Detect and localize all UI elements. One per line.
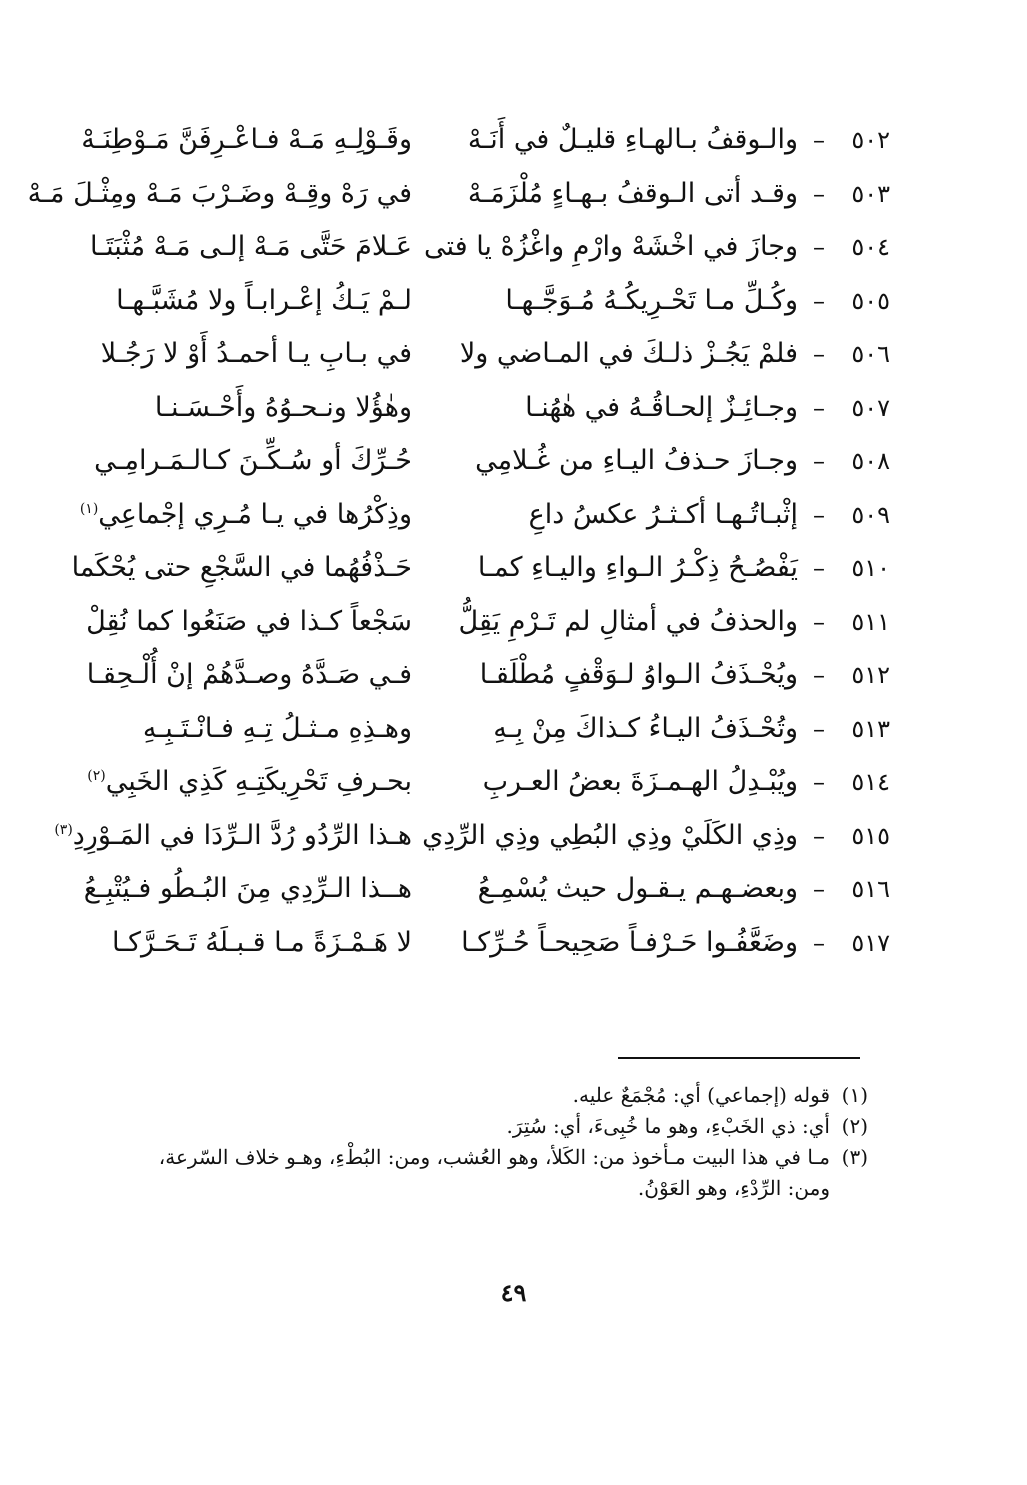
footnote-marker: (١) [79, 500, 99, 517]
footnote-number: (٣) [841, 1145, 868, 1169]
verse-number: ٥١٢ [851, 661, 890, 689]
verse-number: ٥٠٢ [851, 126, 890, 154]
verse-number: ٥١٦ [851, 875, 890, 903]
verse-row [60, 760, 890, 814]
hemistich-text: وذِكْرُها في يـا مُـرِي إجْماعِي [98, 498, 412, 530]
footnote-3 [120, 1142, 868, 1204]
verse-second-hemistich [60, 445, 412, 476]
footnote-marker: (٣) [54, 821, 73, 838]
verse-first-hemistich: وذِي الكَلَيْ وذِي البُطِي وذِي الرِّدِي [422, 819, 798, 851]
verse-number: ٥٠٧ [851, 393, 890, 422]
verse-row [60, 546, 890, 600]
verse-first-hemistich: فلمْ يَجُـزْ ذلـكَ في المـاضي ولا [459, 338, 798, 369]
verse-dash: – [813, 714, 825, 743]
footnote-text: مـا في هذا البيت مـأخوذ من: الكَلأ، وهو العُشب، ومن: البُطْءِ، وهـو خلاف السّرعة، [158, 1145, 830, 1169]
verse-number: ٥٠٨ [851, 447, 890, 475]
verse-second-hemistich [60, 713, 412, 744]
verse-dash: – [813, 126, 825, 154]
footnote-text: أي: ذي الخَبْءِ، وهو ما خُبِىءَ، أي: سُتِرَ. [506, 1114, 830, 1138]
verse-second-hemistich [60, 659, 412, 690]
verse-number: ٥١٤ [851, 768, 890, 796]
hemistich-text: حُـرِّكَ أو سُـكِّـنَ كـالـمَـرامِـي [94, 445, 412, 476]
verse-second-hemistich [27, 177, 412, 209]
footnote-1 [120, 1080, 868, 1111]
hemistich-text: بحـرفِ تَحْرِيكَتِـهِ كَذِي الخَبِي [105, 766, 412, 797]
verse-row [60, 921, 890, 975]
verse-row [60, 493, 890, 547]
verse-first-hemistich: وجـائِـزٌ إلحـاقُـهُ في هٰهُنـا [525, 391, 798, 423]
verse-first-hemistich: يَفْصُـحُ ذِكْـرُ الـواءِ واليـاءِ كمـا [477, 552, 798, 583]
verse-row [60, 386, 890, 440]
hemistich-text: حَـذْفُهُما في السَّجْعِ حتى يُحْكَما [71, 552, 412, 583]
verse-dash: – [813, 928, 825, 957]
verse-second-hemistich [54, 819, 412, 851]
verse-second-hemistich [60, 124, 412, 155]
verse-number: ٥٠٦ [851, 340, 890, 368]
verse-dash: – [813, 821, 825, 850]
hemistich-text: سَجْعاً كـذا في صَنَعُوا كما نُقِلْ [86, 605, 412, 637]
verse-second-hemistich [60, 766, 412, 797]
verse-row [60, 225, 890, 279]
footnote-continuation: ومن: الرِّدْءِ، وهو العَوْنُ. [637, 1176, 830, 1200]
footnotes [120, 1080, 868, 1204]
verse-row [60, 653, 890, 707]
verse-dash: – [813, 340, 825, 368]
footnote-2 [120, 1111, 868, 1142]
footnote-number: (١) [841, 1083, 868, 1107]
verse-second-hemistich [60, 873, 412, 904]
verse-dash: – [813, 768, 825, 796]
verse-number: ٥١٥ [851, 821, 890, 850]
verse-row [60, 707, 890, 761]
verse-row [60, 279, 890, 333]
page-number: ٤٩ [500, 1278, 527, 1307]
verse-second-hemistich [60, 552, 412, 583]
verse-first-hemistich: ويُحْـذَفُ الـواوُ لـوَقْفٍ مُطْلَقـا [479, 659, 798, 690]
footnote-divider [618, 1057, 860, 1059]
verse-number: ٥٠٩ [851, 500, 890, 529]
hemistich-text: فـي صَـدَّهُ وصـدَّهُمْ إنْ أُلْـحِقـا [86, 659, 412, 690]
verse-second-hemistich [60, 499, 412, 530]
footnote-number: (٢) [841, 1114, 868, 1138]
hemistich-text: هــذا الـرِّدِي مِنَ البُـطُو فـيُتْبِـعُ [83, 873, 412, 904]
verse-second-hemistich [60, 392, 412, 423]
verse-second-hemistich [60, 231, 412, 262]
verse-first-hemistich: وكُـلِّ مـا تَحْـرِيكُـهُ مُـوَجَّـهـا [505, 284, 798, 316]
verse-row [60, 439, 890, 493]
verse-dash: – [813, 393, 825, 422]
verse-dash: – [813, 179, 825, 208]
verse-first-hemistich: وقـد أتى الـوقفُ بـهـاءٍ مُلْزَمَـهْ [467, 177, 798, 209]
verse-second-hemistich [60, 338, 412, 369]
verse-row [54, 814, 890, 868]
footnote-text: قوله (إجماعي) أي: مُجْمَعٌ عليه. [572, 1083, 830, 1107]
hemistich-text: في بـابِ يـا أحمـدُ أَوْ لا رَجُـلا [100, 338, 412, 369]
verse-dash: – [813, 661, 825, 689]
hemistich-text: هـذا الرِّدُو رُدَّ الـرِّدَا في المَـوْرِدِ [72, 819, 412, 851]
verse-first-hemistich: ويُبْـدِلُ الهـمـزَةَ بعضُ العـربِ [482, 766, 798, 797]
verse-dash: – [813, 500, 825, 529]
verse-list [27, 118, 890, 974]
verse-dash: – [813, 875, 825, 903]
verse-number: ٥١١ [851, 607, 890, 636]
verse-first-hemistich: وبعضـهـم يـقـول حيث يُسْمِـعُ [477, 873, 798, 904]
verse-row [60, 867, 890, 921]
hemistich-text: وقَـوْلِـهِ مَـهْ فـاعْـرِفَنَّ مَـوْطِنَـهْ [81, 124, 412, 155]
verse-row [60, 332, 890, 386]
verse-number: ٥١٣ [851, 714, 890, 743]
verse-number: ٥٠٣ [851, 179, 890, 208]
verse-dash: – [813, 447, 825, 475]
hemistich-text: وهـذِهِ مـثـلُ تِـهِ فـانْـتَـبِـهِ [142, 712, 412, 744]
verse-first-hemistich: والـوقفُ بـالهـاءِ قليـلٌ في أَنَـهْ [467, 124, 798, 155]
verse-first-hemistich: وجـازَ حـذفُ اليـاءِ من غُـلامِي [475, 445, 798, 476]
verse-dash: – [813, 554, 825, 582]
verse-row [60, 600, 890, 654]
verse-number: ٥٠٥ [851, 286, 890, 315]
verse-first-hemistich: وتُحْـذَفُ اليـاءُ كـذاكَ مِنْ بِـهِ [493, 712, 798, 744]
verse-number: ٥٠٤ [851, 233, 890, 261]
verse-second-hemistich [60, 927, 412, 958]
verse-dash: – [813, 286, 825, 315]
verse-row [27, 172, 890, 226]
verse-first-hemistich: وجازَ في اخْشَهْ وارْمِ واغْزُهْ يا فتى [424, 231, 798, 262]
hemistich-text: عَـلامَ حَتَّى مَـهْ إلـى مَـهْ مُثْبَتَـا [90, 231, 412, 262]
verse-row [60, 118, 890, 172]
verse-second-hemistich [60, 606, 412, 637]
verse-first-hemistich: إثْبـاتُـهـا أكـثـرُ عكسُ داعِ [528, 498, 798, 530]
hemistich-text: في رَهْ وقِـهْ وضَـرْبَ مَـهْ ومِثْـلَ مَـهْ [27, 177, 412, 209]
verse-first-hemistich: والحذفُ في أمثالِ لم تَـرْمِ يَقِلُّ [458, 605, 798, 637]
footnote-marker: (٢) [87, 768, 106, 784]
hemistich-text: لا هَـمْـزَةً مـا قـبـلَهُ تَـحَـرَّكـا [112, 926, 412, 958]
verse-dash: – [813, 233, 825, 261]
verse-first-hemistich: وضَعَّفُـوا حَـرْفـاً صَحِيحـاً حُـرِّكـا [461, 926, 798, 958]
verse-number: ٥١٧ [851, 928, 890, 957]
verse-second-hemistich [60, 285, 412, 316]
hemistich-text: لـمْ يَـكُ إعْـرابـاً ولا مُشَبَّـهـا [116, 284, 412, 316]
hemistich-text: وهٰؤُلا ونـحـوُهُ وأَحْـسَـنـا [154, 391, 412, 423]
verse-number: ٥١٠ [851, 554, 890, 582]
verse-dash: – [813, 607, 825, 636]
